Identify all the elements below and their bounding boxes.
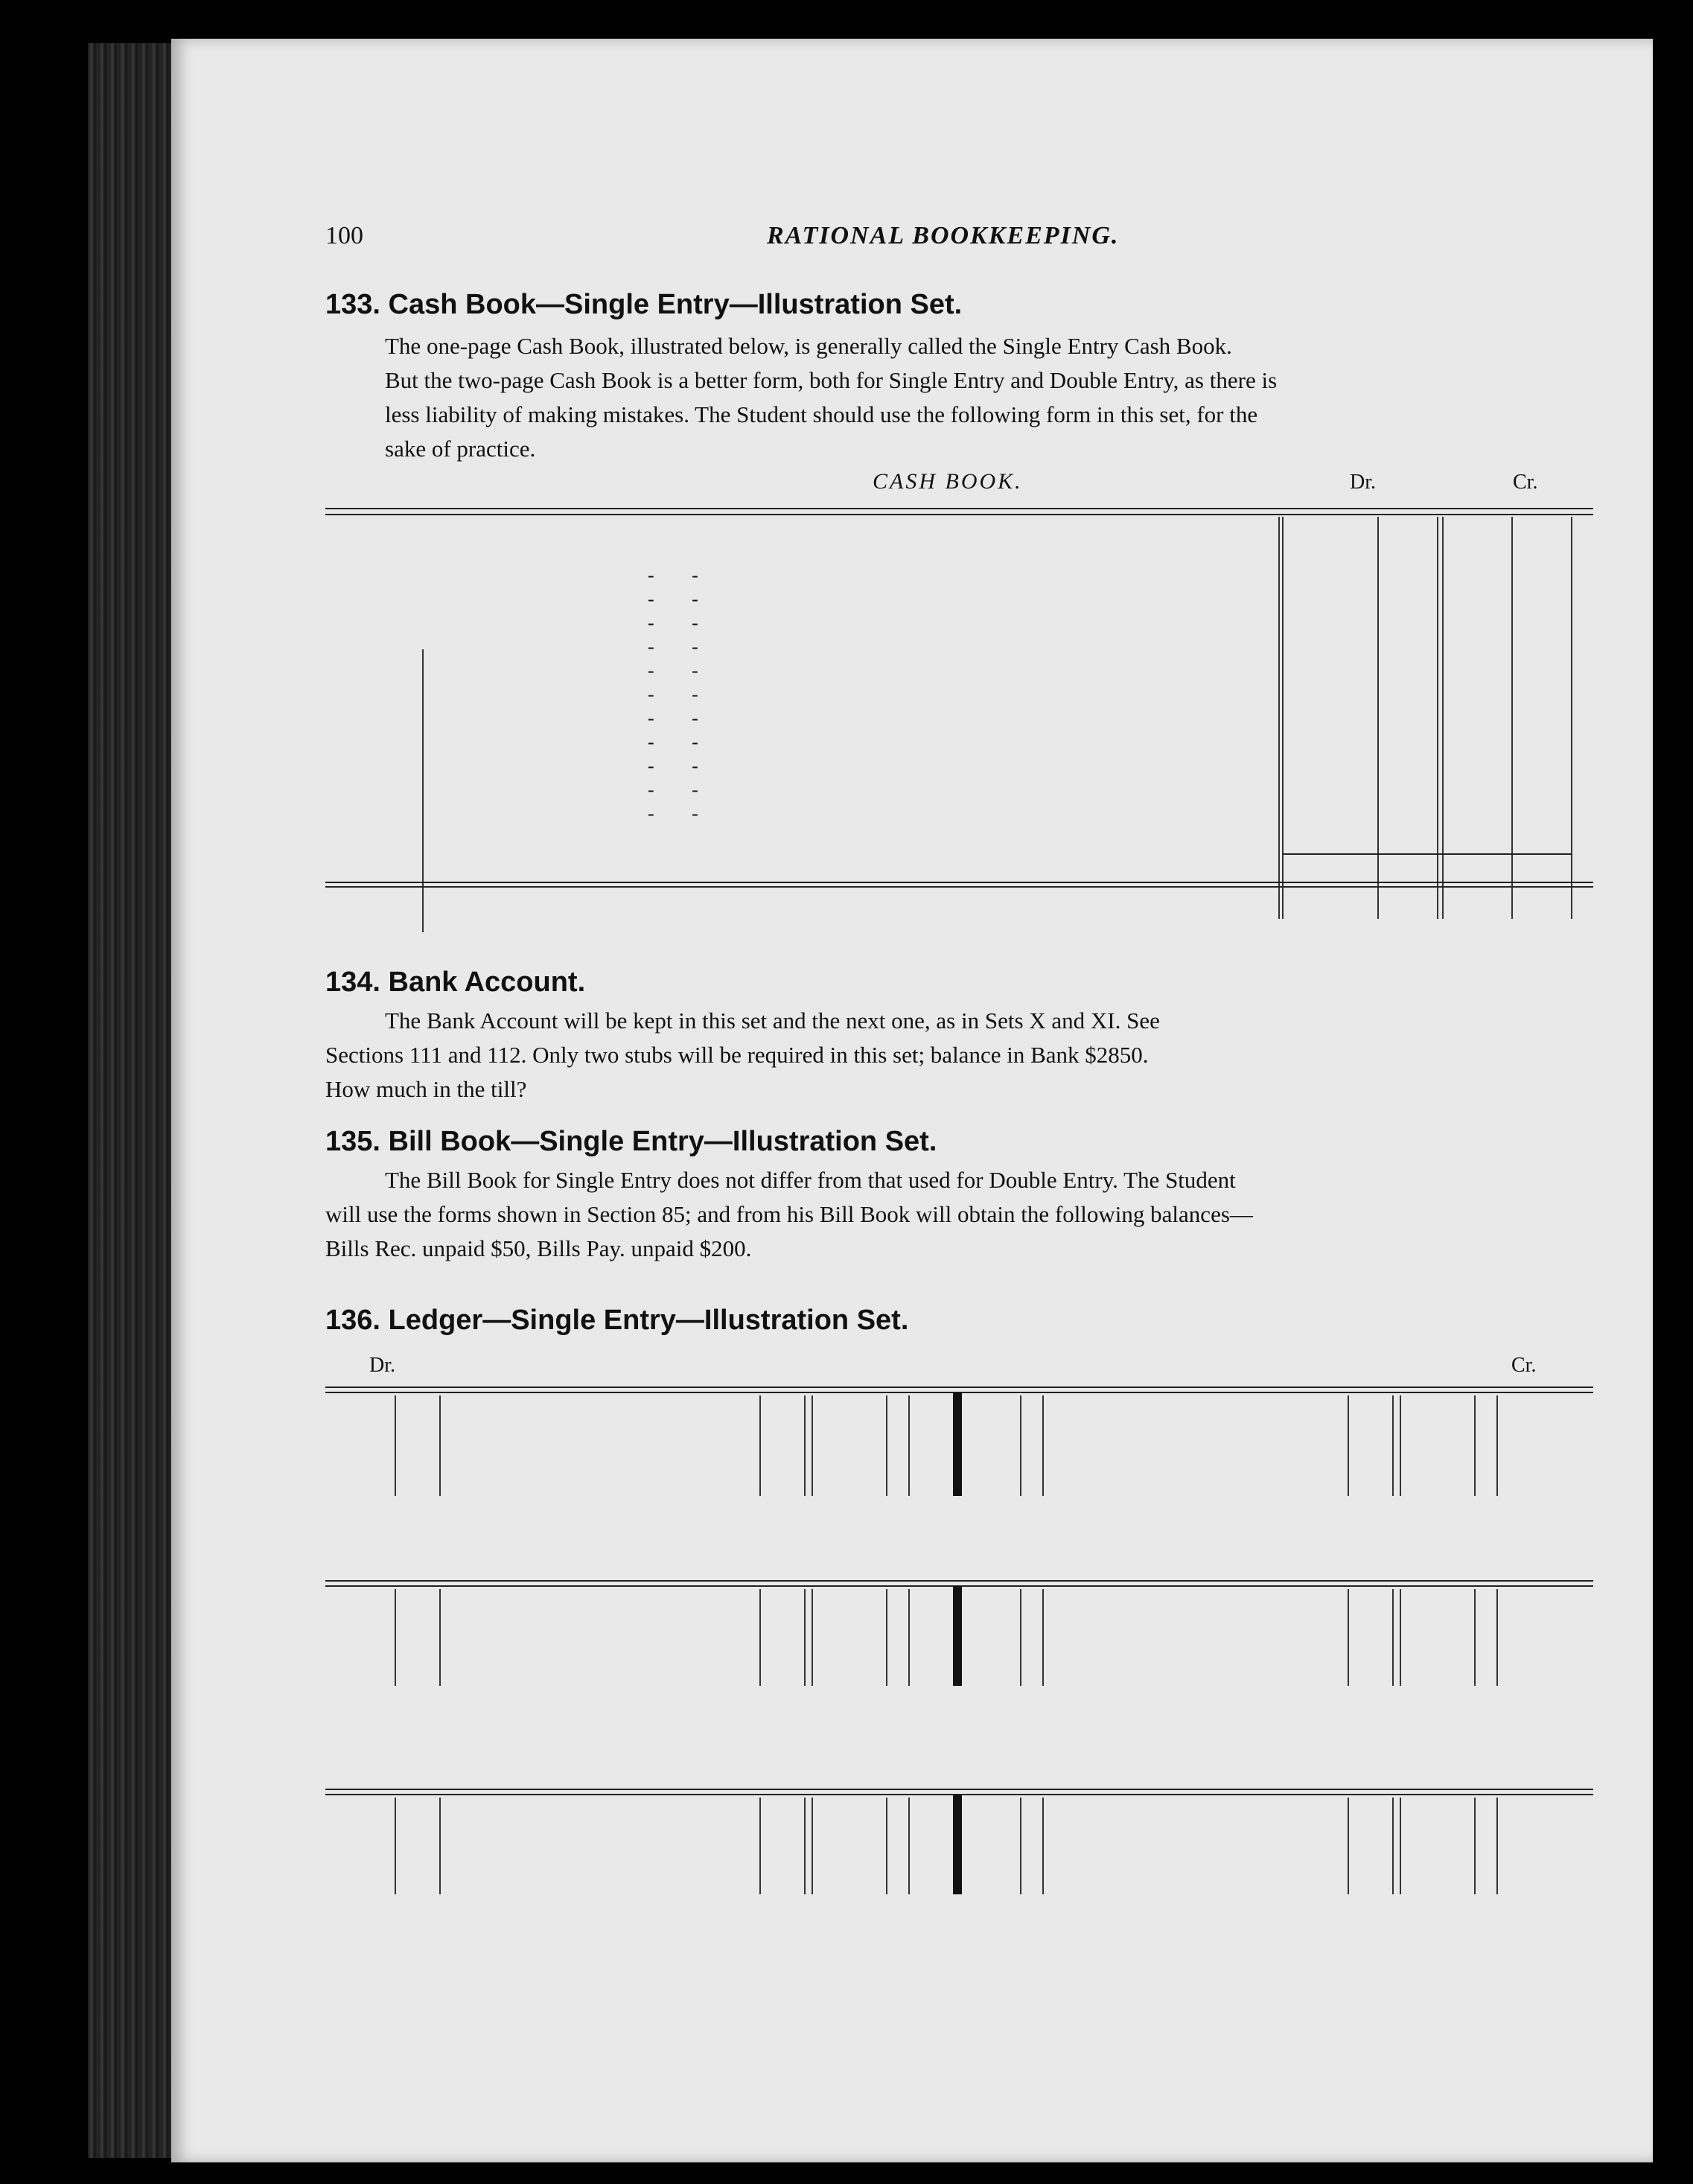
- rule: [325, 514, 1593, 515]
- column-rule: [1474, 1395, 1476, 1496]
- column-rule: [1042, 1395, 1044, 1496]
- leader-dots: - -: [648, 636, 715, 658]
- running-title: RATIONAL BOOKKEEPING.: [767, 222, 1120, 249]
- column-rule: [395, 1395, 396, 1496]
- leader-dots: - -: [648, 779, 715, 800]
- center-divider: [953, 1586, 962, 1686]
- column-rule: [439, 1589, 441, 1686]
- column-rule: [1437, 517, 1438, 919]
- text-line: How much in the till?: [325, 1076, 527, 1102]
- text-line: will use the forms shown in Section 85; and from his Bill Book will obtain the following balances—: [325, 1201, 1253, 1227]
- section-133-text: [385, 329, 1435, 363]
- column-rule: [1496, 1589, 1498, 1686]
- column-rule: [1020, 1589, 1021, 1686]
- column-rule: [1042, 1798, 1044, 1894]
- column-rule: [1278, 517, 1280, 919]
- column-rule: [1400, 1798, 1401, 1894]
- column-rule: [886, 1798, 887, 1894]
- book-page: [171, 39, 1653, 2162]
- column-rule: [1042, 1589, 1044, 1686]
- column-rule: [1474, 1798, 1476, 1894]
- section-133-text-2: [385, 363, 1693, 466]
- column-rule: [1348, 1798, 1349, 1894]
- column-rule: [1282, 517, 1284, 919]
- column-rule: [1571, 517, 1572, 919]
- text-line: The Bank Account will be kept in this set and the next one, as in Sets X and XI. See: [385, 1007, 1160, 1034]
- ledger-cr-label: Cr.: [1511, 1354, 1537, 1377]
- section-135-heading: 135. Bill Book—Single Entry—Illustration Set.: [325, 1126, 937, 1157]
- text-line: less liability of making mistakes. The Student should use the following form in this set, for the: [385, 401, 1258, 427]
- column-rule: [1348, 1589, 1349, 1686]
- column-rule: [908, 1589, 910, 1686]
- column-rule: [439, 1798, 441, 1894]
- column-rule: [812, 1589, 813, 1686]
- leader-dots: - -: [648, 707, 715, 729]
- column-rule: [886, 1589, 887, 1686]
- column-rule: [395, 1798, 396, 1894]
- column-rule: [1400, 1589, 1401, 1686]
- cr-label: Cr.: [1513, 471, 1538, 494]
- column-rule: [439, 1395, 441, 1496]
- column-rule: [1020, 1395, 1021, 1496]
- rule: [325, 1580, 1593, 1582]
- cash-book-title: CASH BOOK.: [873, 469, 1023, 494]
- dr-label: Dr.: [1350, 471, 1376, 494]
- text-line: Bills Rec. unpaid $50, Bills Pay. unpaid $200.: [325, 1235, 752, 1261]
- column-rule: [422, 649, 424, 932]
- ledger-dr-label: Dr.: [369, 1354, 395, 1377]
- text-line: Sections 111 and 112. Only two stubs will be required in this set; balance in Bank $2850.: [325, 1042, 1149, 1068]
- column-rule: [1392, 1395, 1394, 1496]
- text-line: The Bill Book for Single Entry does not differ from that used for Double Entry. The Student: [385, 1167, 1236, 1193]
- leader-dots: - -: [648, 684, 715, 705]
- section-133-heading: 133. Cash Book—Single Entry—Illustration Set.: [325, 289, 963, 320]
- column-rule: [395, 1589, 396, 1686]
- leader-dots: - -: [648, 564, 715, 586]
- column-rule: [1020, 1798, 1021, 1894]
- column-rule: [908, 1395, 910, 1496]
- column-rule: [804, 1798, 806, 1894]
- rule: [325, 886, 1593, 888]
- column-rule: [1348, 1395, 1349, 1496]
- book-binding: [88, 43, 177, 2158]
- page-number: 100: [325, 222, 363, 249]
- leader-dots: - -: [648, 803, 715, 824]
- section-134-text: [325, 1004, 1693, 1107]
- column-rule: [1400, 1395, 1401, 1496]
- leader-dots: - -: [648, 660, 715, 681]
- column-rule: [1392, 1589, 1394, 1686]
- text-line: The one-page Cash Book, illustrated below, is generally called the Single Entry Cash Book.: [385, 333, 1232, 359]
- leader-dots: - -: [648, 731, 715, 753]
- center-divider: [953, 1392, 962, 1496]
- column-rule: [812, 1395, 813, 1496]
- rule: [325, 1789, 1593, 1790]
- column-rule: [908, 1798, 910, 1894]
- rule: [325, 882, 1593, 883]
- column-rule: [759, 1798, 761, 1894]
- section-136-heading: 136. Ledger—Single Entry—Illustration Set.: [325, 1305, 909, 1336]
- column-rule: [759, 1395, 761, 1496]
- column-rule: [1474, 1589, 1476, 1686]
- rule: [325, 1387, 1593, 1388]
- text-line: But the two-page Cash Book is a better form, both for Single Entry and Double Entry, as there is: [385, 367, 1278, 393]
- leader-dots: - -: [648, 755, 715, 777]
- column-rule: [804, 1589, 806, 1686]
- rule: [1282, 853, 1572, 855]
- column-rule: [1496, 1395, 1498, 1496]
- column-rule: [1377, 517, 1379, 919]
- column-rule: [812, 1798, 813, 1894]
- leader-dots: - -: [648, 588, 715, 610]
- column-rule: [1511, 517, 1513, 919]
- column-rule: [886, 1395, 887, 1496]
- rule: [325, 508, 1593, 509]
- section-135-text: [325, 1163, 1693, 1266]
- column-rule: [804, 1395, 806, 1496]
- column-rule: [1442, 517, 1444, 919]
- column-rule: [759, 1589, 761, 1686]
- section-134-heading: 134. Bank Account.: [325, 967, 586, 998]
- leader-dots: - -: [648, 612, 715, 634]
- column-rule: [1392, 1798, 1394, 1894]
- center-divider: [953, 1795, 962, 1894]
- column-rule: [1496, 1798, 1498, 1894]
- text-line: sake of practice.: [385, 436, 536, 462]
